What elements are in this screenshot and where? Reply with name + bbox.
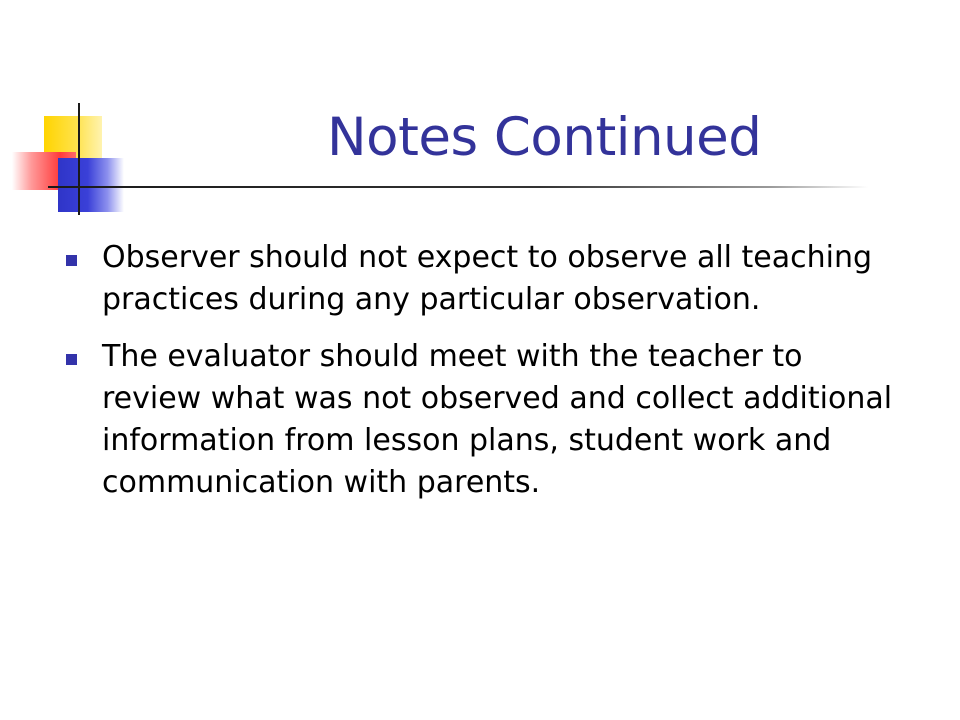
bullet-text: Observer should not expect to observe all teaching practices during any particular observation. [102, 240, 873, 317]
bullet-text: The evaluator should meet with the teacher to review what was not observed and collect additional information from lesson plans, student work and communication with parents. [102, 339, 893, 500]
square-bullet-icon [66, 255, 77, 266]
slide-title: Notes Continued [327, 107, 762, 168]
bullet-list [66, 237, 906, 519]
bullet-item [66, 237, 906, 321]
title-underline-rule [48, 186, 868, 188]
square-bullet-icon [66, 354, 77, 365]
blue-square-decoration [58, 158, 124, 212]
vertical-rule [78, 103, 80, 215]
bullet-item [66, 336, 906, 504]
